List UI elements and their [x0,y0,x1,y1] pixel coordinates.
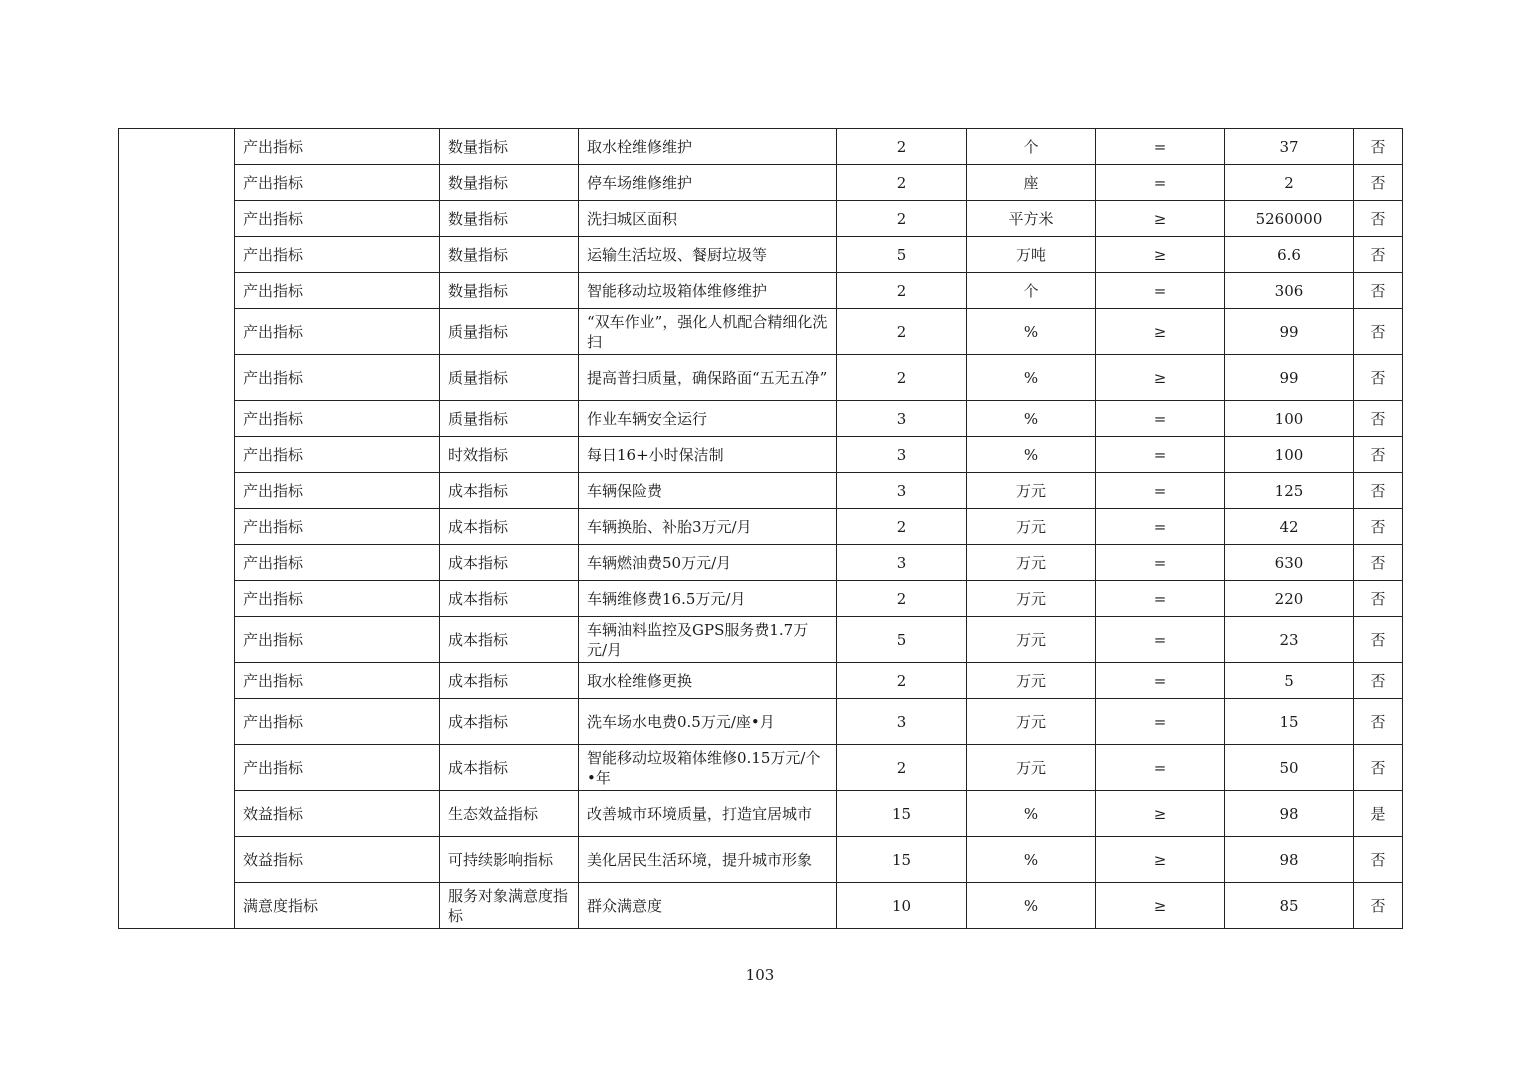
weight-cell: 5 [837,237,967,273]
level1-indicator-cell: 产出指标 [235,617,440,663]
level3-indicator-cell: 车辆油料监控及GPS服务费1.7万元/月 [579,617,837,663]
level3-indicator-cell: 作业车辆安全运行 [579,401,837,437]
operator-cell: = [1096,545,1225,581]
level1-indicator-cell: 产出指标 [235,473,440,509]
level2-indicator-cell: 服务对象满意度指标 [440,883,579,929]
operator-cell: = [1096,401,1225,437]
weight-cell: 2 [837,309,967,355]
level2-indicator-cell: 质量指标 [440,401,579,437]
table-row [119,201,1403,237]
unit-cell: 万元 [967,545,1096,581]
unit-cell: % [967,437,1096,473]
unit-cell: 万元 [967,663,1096,699]
core-indicator-cell: 否 [1354,309,1403,355]
unit-cell: 万元 [967,617,1096,663]
level2-indicator-cell: 数量指标 [440,273,579,309]
operator-cell: = [1096,509,1225,545]
level1-indicator-cell: 产出指标 [235,699,440,745]
level2-indicator-cell: 数量指标 [440,237,579,273]
table-row [119,791,1403,837]
core-indicator-cell: 是 [1354,791,1403,837]
level2-indicator-cell: 成本指标 [440,663,579,699]
level2-indicator-cell: 成本指标 [440,473,579,509]
level3-indicator-cell: 美化居民生活环境，提升城市形象 [579,837,837,883]
core-indicator-cell: 否 [1354,401,1403,437]
operator-cell: ≥ [1096,309,1225,355]
operator-cell: ≥ [1096,883,1225,929]
unit-cell: % [967,309,1096,355]
core-indicator-cell: 否 [1354,883,1403,929]
operator-cell: ≥ [1096,355,1225,401]
level2-indicator-cell: 质量指标 [440,355,579,401]
core-indicator-cell: 否 [1354,165,1403,201]
core-indicator-cell: 否 [1354,201,1403,237]
weight-cell: 5 [837,617,967,663]
operator-cell: = [1096,165,1225,201]
weight-cell: 3 [837,473,967,509]
target-value-cell: 220 [1225,581,1354,617]
table-row [119,617,1403,663]
weight-cell: 15 [837,791,967,837]
level3-indicator-cell: 取水栓维修维护 [579,129,837,165]
level3-indicator-cell: 取水栓维修更换 [579,663,837,699]
level2-indicator-cell: 质量指标 [440,309,579,355]
table-row [119,273,1403,309]
level1-indicator-cell: 产出指标 [235,663,440,699]
core-indicator-cell: 否 [1354,617,1403,663]
unit-cell: 个 [967,273,1096,309]
level2-indicator-cell: 成本指标 [440,745,579,791]
target-value-cell: 42 [1225,509,1354,545]
target-value-cell: 98 [1225,791,1354,837]
level3-indicator-cell: 运输生活垃圾、餐厨垃圾等 [579,237,837,273]
operator-cell: = [1096,581,1225,617]
level1-indicator-cell: 产出指标 [235,745,440,791]
operator-cell: = [1096,473,1225,509]
table-row [119,355,1403,401]
performance-indicator-table [118,128,1403,929]
unit-cell: 万元 [967,581,1096,617]
table-row [119,663,1403,699]
table-row [119,837,1403,883]
target-value-cell: 23 [1225,617,1354,663]
target-value-cell: 2 [1225,165,1354,201]
core-indicator-cell: 否 [1354,699,1403,745]
core-indicator-cell: 否 [1354,473,1403,509]
unit-cell: % [967,791,1096,837]
level3-indicator-cell: 洗车场水电费0.5万元/座•月 [579,699,837,745]
level3-indicator-cell: 车辆燃油费50万元/月 [579,545,837,581]
weight-cell: 2 [837,129,967,165]
weight-cell: 15 [837,837,967,883]
level2-indicator-cell: 数量指标 [440,129,579,165]
level1-indicator-cell: 产出指标 [235,437,440,473]
target-value-cell: 99 [1225,309,1354,355]
level1-indicator-cell: 产出指标 [235,129,440,165]
level1-indicator-cell: 产出指标 [235,581,440,617]
weight-cell: 2 [837,509,967,545]
core-indicator-cell: 否 [1354,355,1403,401]
weight-cell: 2 [837,273,967,309]
level1-indicator-cell: 产出指标 [235,545,440,581]
target-value-cell: 306 [1225,273,1354,309]
level1-indicator-cell: 产出指标 [235,165,440,201]
table-row [119,309,1403,355]
level2-indicator-cell: 可持续影响指标 [440,837,579,883]
unit-cell: 万元 [967,509,1096,545]
operator-cell: ≥ [1096,201,1225,237]
unit-cell: % [967,837,1096,883]
target-value-cell: 85 [1225,883,1354,929]
target-value-cell: 5260000 [1225,201,1354,237]
weight-cell: 2 [837,165,967,201]
level3-indicator-cell: 每日16+小时保洁制 [579,437,837,473]
operator-cell: = [1096,745,1225,791]
level3-indicator-cell: 车辆换胎、补胎3万元/月 [579,509,837,545]
table-row [119,129,1403,165]
operator-cell: ≥ [1096,791,1225,837]
level1-indicator-cell: 产出指标 [235,355,440,401]
weight-cell: 3 [837,545,967,581]
target-value-cell: 98 [1225,837,1354,883]
weight-cell: 2 [837,581,967,617]
table-row [119,401,1403,437]
level2-indicator-cell: 数量指标 [440,165,579,201]
core-indicator-cell: 否 [1354,745,1403,791]
weight-cell: 2 [837,355,967,401]
target-value-cell: 15 [1225,699,1354,745]
table-body [119,129,1403,929]
operator-cell: = [1096,617,1225,663]
level2-indicator-cell: 数量指标 [440,201,579,237]
table-row [119,165,1403,201]
level2-indicator-cell: 成本指标 [440,617,579,663]
core-indicator-cell: 否 [1354,837,1403,883]
level3-indicator-cell: 群众满意度 [579,883,837,929]
operator-cell: = [1096,699,1225,745]
core-indicator-cell: 否 [1354,545,1403,581]
weight-cell: 3 [837,699,967,745]
table-row [119,473,1403,509]
table-row [119,699,1403,745]
core-indicator-cell: 否 [1354,237,1403,273]
target-value-cell: 100 [1225,401,1354,437]
weight-cell: 2 [837,745,967,791]
level1-indicator-cell: 满意度指标 [235,883,440,929]
level1-indicator-cell: 效益指标 [235,837,440,883]
operator-cell: ≥ [1096,237,1225,273]
core-indicator-cell: 否 [1354,509,1403,545]
table-row [119,437,1403,473]
core-indicator-cell: 否 [1354,663,1403,699]
unit-cell: % [967,401,1096,437]
level3-indicator-cell: 车辆保险费 [579,473,837,509]
operator-cell: = [1096,437,1225,473]
target-value-cell: 99 [1225,355,1354,401]
merged-blank-cell [119,129,235,929]
level1-indicator-cell: 产出指标 [235,509,440,545]
unit-cell: 座 [967,165,1096,201]
operator-cell: ≥ [1096,837,1225,883]
level1-indicator-cell: 效益指标 [235,791,440,837]
table-row [119,883,1403,929]
level1-indicator-cell: 产出指标 [235,273,440,309]
weight-cell: 10 [837,883,967,929]
level2-indicator-cell: 成本指标 [440,699,579,745]
operator-cell: = [1096,129,1225,165]
unit-cell: 平方米 [967,201,1096,237]
target-value-cell: 100 [1225,437,1354,473]
core-indicator-cell: 否 [1354,273,1403,309]
unit-cell: % [967,355,1096,401]
weight-cell: 3 [837,437,967,473]
level2-indicator-cell: 时效指标 [440,437,579,473]
core-indicator-cell: 否 [1354,581,1403,617]
target-value-cell: 630 [1225,545,1354,581]
target-value-cell: 6.6 [1225,237,1354,273]
table-row [119,237,1403,273]
weight-cell: 2 [837,663,967,699]
level1-indicator-cell: 产出指标 [235,309,440,355]
target-value-cell: 125 [1225,473,1354,509]
unit-cell: 个 [967,129,1096,165]
level1-indicator-cell: 产出指标 [235,237,440,273]
operator-cell: = [1096,273,1225,309]
core-indicator-cell: 否 [1354,437,1403,473]
unit-cell: % [967,883,1096,929]
level3-indicator-cell: 智能移动垃圾箱体维修0.15万元/个•年 [579,745,837,791]
level3-indicator-cell: 洗扫城区面积 [579,201,837,237]
unit-cell: 万元 [967,699,1096,745]
table-row [119,509,1403,545]
unit-cell: 万吨 [967,237,1096,273]
level2-indicator-cell: 成本指标 [440,545,579,581]
level2-indicator-cell: 成本指标 [440,509,579,545]
level3-indicator-cell: 停车场维修维护 [579,165,837,201]
unit-cell: 万元 [967,473,1096,509]
weight-cell: 2 [837,201,967,237]
target-value-cell: 5 [1225,663,1354,699]
table-row [119,581,1403,617]
target-value-cell: 37 [1225,129,1354,165]
level3-indicator-cell: 提高普扫质量，确保路面“五无五净” [579,355,837,401]
page-number: 103 [745,966,775,984]
table-row [119,545,1403,581]
level3-indicator-cell: 改善城市环境质量，打造宜居城市 [579,791,837,837]
level3-indicator-cell: “双车作业”，强化人机配合精细化洗扫 [579,309,837,355]
level1-indicator-cell: 产出指标 [235,401,440,437]
weight-cell: 3 [837,401,967,437]
level2-indicator-cell: 成本指标 [440,581,579,617]
level1-indicator-cell: 产出指标 [235,201,440,237]
level2-indicator-cell: 生态效益指标 [440,791,579,837]
core-indicator-cell: 否 [1354,129,1403,165]
level3-indicator-cell: 智能移动垃圾箱体维修维护 [579,273,837,309]
level3-indicator-cell: 车辆维修费16.5万元/月 [579,581,837,617]
unit-cell: 万元 [967,745,1096,791]
target-value-cell: 50 [1225,745,1354,791]
table-row [119,745,1403,791]
operator-cell: = [1096,663,1225,699]
